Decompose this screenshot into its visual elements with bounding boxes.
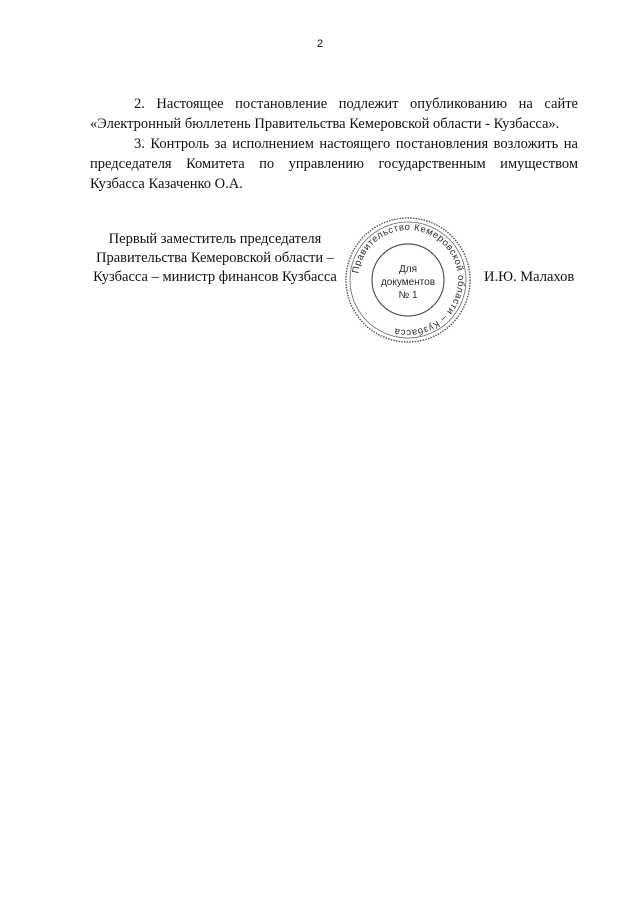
page-number: 2 [316, 38, 324, 50]
signatory-title-line-2: Правительства Кемеровской области – [95, 250, 335, 266]
official-stamp [344, 216, 472, 344]
paragraph-3: 3. Контроль за исполнением настоящего постановления возложить на председателя Комитета по управлению государственным имуществом Кузбасса Казаченко О.А. [90, 136, 578, 192]
signatory-title-line-3: Кузбасса – министр финансов Кузбасса [93, 269, 337, 285]
stamp-center-line-1: Для [398, 264, 418, 275]
signatory-title [80, 230, 350, 287]
stamp-center-line-2: документов [380, 277, 436, 288]
stamp-center-line-3: № 1 [398, 290, 418, 301]
signatory-name: И.Ю. Малахов [484, 269, 575, 285]
signatory-title-line-1: Первый заместитель председателя [108, 231, 322, 247]
paragraph-2: 2. Настоящее постановление подлежит опубликованию на сайте «Электронный бюллетень Правительства Кемеровской области - Кузбасса». [90, 96, 578, 132]
stamp-outer-text: Правительство Кемеровской области – Кузбасса [350, 221, 467, 339]
